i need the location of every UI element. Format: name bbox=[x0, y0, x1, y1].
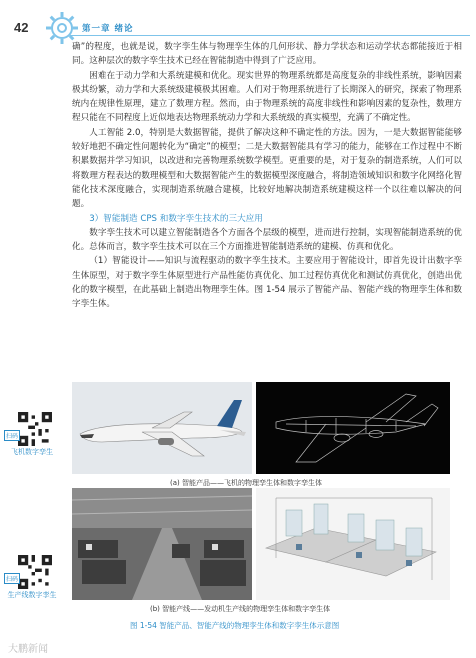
header-divider bbox=[70, 35, 470, 36]
aircraft-photo bbox=[72, 382, 252, 474]
production-line-model-illustration bbox=[256, 488, 450, 600]
qr-block-aircraft[interactable] bbox=[4, 412, 60, 457]
qr-code-icon[interactable] bbox=[18, 555, 52, 589]
factory-photo bbox=[72, 488, 252, 600]
scan-badge: 扫码 bbox=[4, 573, 20, 584]
paragraph: 人工智能 2.0，特别是大数据智能，提供了解决这种不确定性的方法。因为，一是大数据智能能够较好地把不确定性问题转化为“确定”的模型；二是大数据智能具有学习的能力，能够在工作过程中不断积累数据并学习知识，以改进和完善物理系统数学模型。更重要的是，对于复杂的制造系统，人们可以将数理方程表达的数理模型和大数据智能产生的数据模型深度融合，将制造领域知识和数字化网络化智能化技术深度融合，实现制造系统融合建模，比较好地解决制造系统建模这样一个以往难以解决的问题。 bbox=[72, 127, 462, 210]
factory-illustration bbox=[72, 488, 252, 600]
qr-label: 生产线数字孪生 bbox=[7, 591, 57, 599]
wireframe-aircraft-illustration bbox=[256, 382, 450, 474]
figure-caption-a: (a) 智能产品——飞机的物理孪生体和数字孪生体 bbox=[170, 479, 322, 487]
scan-badge: 扫码 bbox=[4, 430, 20, 441]
page-number: 42 bbox=[14, 20, 29, 35]
qr-label: 飞机数字孪生 bbox=[11, 448, 53, 456]
paragraph: 困难在于动力学和大系统建模和优化。现实世界的物理系统都是高度复杂的非线性系统，影响因素极其纷繁，动力学和大系统级建模极其困难。人们对于物理系统进行了长期深入的研究，探索了物理系统内在规律性原理，建立了数理方程。然而，由于物理系统的高度非线性和影响因素的复杂性，数理方程只能在不同程度上近似地表达物理系统动力学和大系统级的真实模型，充满了不确定性。 bbox=[72, 70, 462, 124]
paragraph: 数字孪生技术可以建立智能制造各个方面各个层级的模型，进而进行控制，实现智能制造系统的优化。总体而言，数字孪生技术可以在三个方面推进智能制造系统的建模、仿真和优化。 bbox=[72, 227, 462, 253]
aircraft-digital-twin bbox=[256, 382, 450, 474]
chapter-title: 第一章 绪论 bbox=[82, 24, 134, 34]
production-line-digital-twin bbox=[256, 488, 450, 600]
aircraft-illustration bbox=[72, 382, 252, 474]
qr-block-production-line[interactable] bbox=[4, 555, 60, 600]
body-text bbox=[72, 40, 462, 312]
section-heading: 3）智能制造 CPS 和数字孪生技术的三大应用 bbox=[89, 213, 263, 224]
watermark: 大鹏新闻 bbox=[8, 644, 48, 655]
figure-main-caption: 图 1-54 智能产品、智能产线的物理孪生体和数字孪生体示意图 bbox=[130, 621, 340, 630]
paragraph: （1）智能设计——知识与流程驱动的数字孪生技术。主要应用于智能设计，即首先设计出数字孪生体原型，对于数字孪生体原型进行产品性能仿真优化、加工过程仿真优化和测试仿真优化，创造出优化的数字模型，在此基础上制造出物理孪生体。图 1-54 展示了智能产品、智能产线的物理孪生体和数字孪生体。 bbox=[72, 256, 462, 310]
figure-caption-b: (b) 智能产线——发动机生产线的物理孪生体和数字孪生体 bbox=[150, 605, 331, 613]
paragraph: 确”的程度，也就是说，数字孪生体与物理孪生体的几何形状、静力学状态和运动学状态都能接近于相同。这种层次的数字孪生技术已经在智能制造中得到了广泛应用。 bbox=[72, 42, 462, 67]
qr-code-icon[interactable] bbox=[18, 412, 52, 446]
